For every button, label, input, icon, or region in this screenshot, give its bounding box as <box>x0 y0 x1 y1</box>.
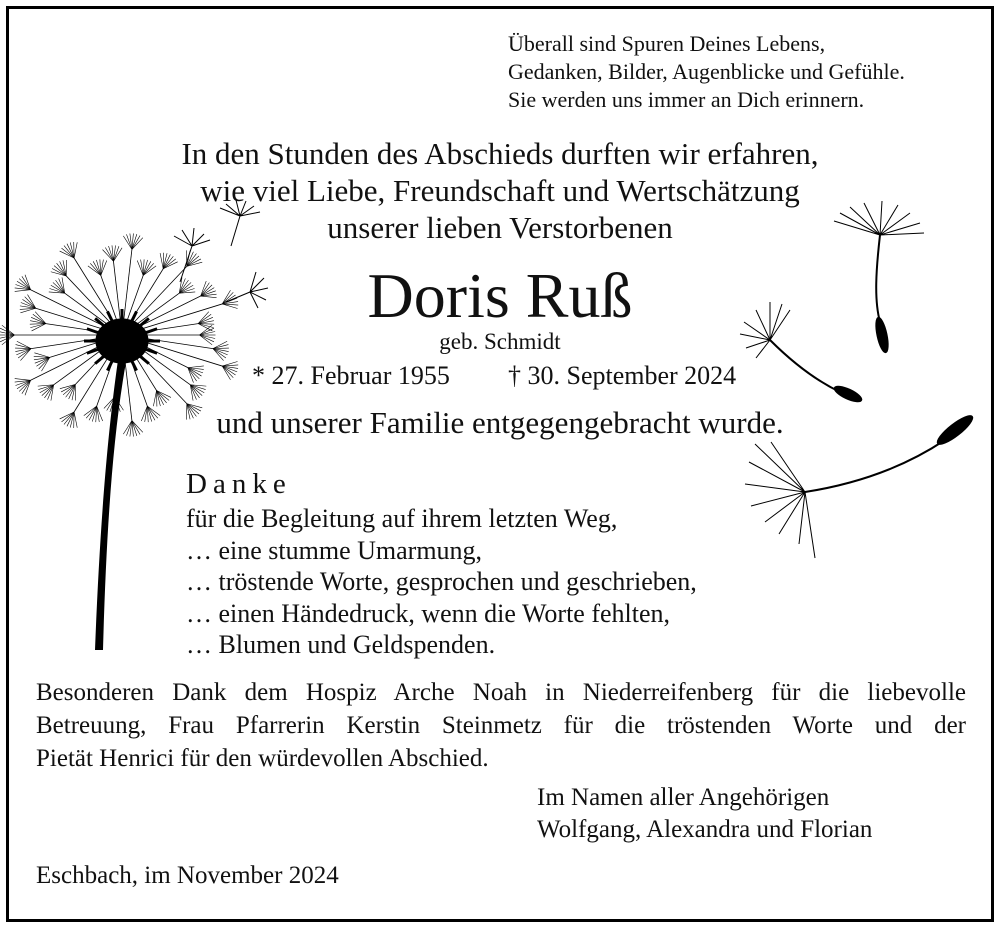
special-thanks-line: Besonderen Dank dem Hospiz Arche Noah in Niederreifenberg für die liebevolle <box>36 679 966 706</box>
seed-tuft <box>222 366 230 380</box>
quote-line: Überall sind Spuren Deines Lebens, <box>508 31 826 56</box>
thanks-item: … eine stumme Umarmung, <box>186 535 483 565</box>
thanks-item: … einen Händedruck, wenn die Worte fehlten, <box>186 598 671 628</box>
birth-date: * 27. Februar 1955 <box>252 361 450 390</box>
family-line: und unserer Familie entgegengebracht wurde. <box>216 405 784 440</box>
seed-tuft <box>41 357 49 371</box>
thanks-item: … tröstende Worte, gesprochen und geschrieben, <box>186 567 697 596</box>
special-thanks-line: Betreuung, Frau Pfarrerin Kerstin Steinmetz für die tröstenden Worte und der <box>36 712 966 739</box>
thanks-item: für die Begleitung auf ihrem letzten Weg, <box>186 504 618 533</box>
death-date: † 30. September 2024 <box>508 361 737 390</box>
special-thanks <box>36 676 966 775</box>
signature-line: Im Namen aller Angehörigen <box>537 784 830 811</box>
intro-text <box>0 135 1000 246</box>
maiden-name: geb. Schmidt <box>439 329 561 354</box>
deceased-name: Doris Ruß <box>367 260 633 331</box>
intro-line: wie viel Liebe, Freundschaft und Wertschätzung <box>200 173 800 208</box>
thanks-title: Danke <box>186 468 292 500</box>
signature <box>537 782 872 846</box>
thanks-item: … Blumen und Geldspenden. <box>186 630 496 659</box>
thanks-list <box>186 503 697 661</box>
intro-line: In den Stunden des Abschieds durften wir erfahren, <box>181 136 819 171</box>
seed-tuft <box>188 366 204 368</box>
seed-tuft <box>15 379 31 381</box>
signature-line: Wolfgang, Alexandra und Florian <box>537 816 873 843</box>
quote-line: Gedanken, Bilder, Augenblicke und Gefühle. <box>508 59 905 84</box>
quote-line: Sie werden uns immer an Dich erinnern. <box>508 87 865 112</box>
place-date: Eschbach, im November 2024 <box>36 862 339 889</box>
intro-line: unserer lieben Verstorbenen <box>327 210 673 245</box>
seed-tuft <box>39 357 50 369</box>
opening-quote <box>508 30 905 114</box>
special-thanks-line: Pietät Henrici für den würdevollen Abschied. <box>36 745 489 772</box>
seed-tuft <box>222 366 233 378</box>
